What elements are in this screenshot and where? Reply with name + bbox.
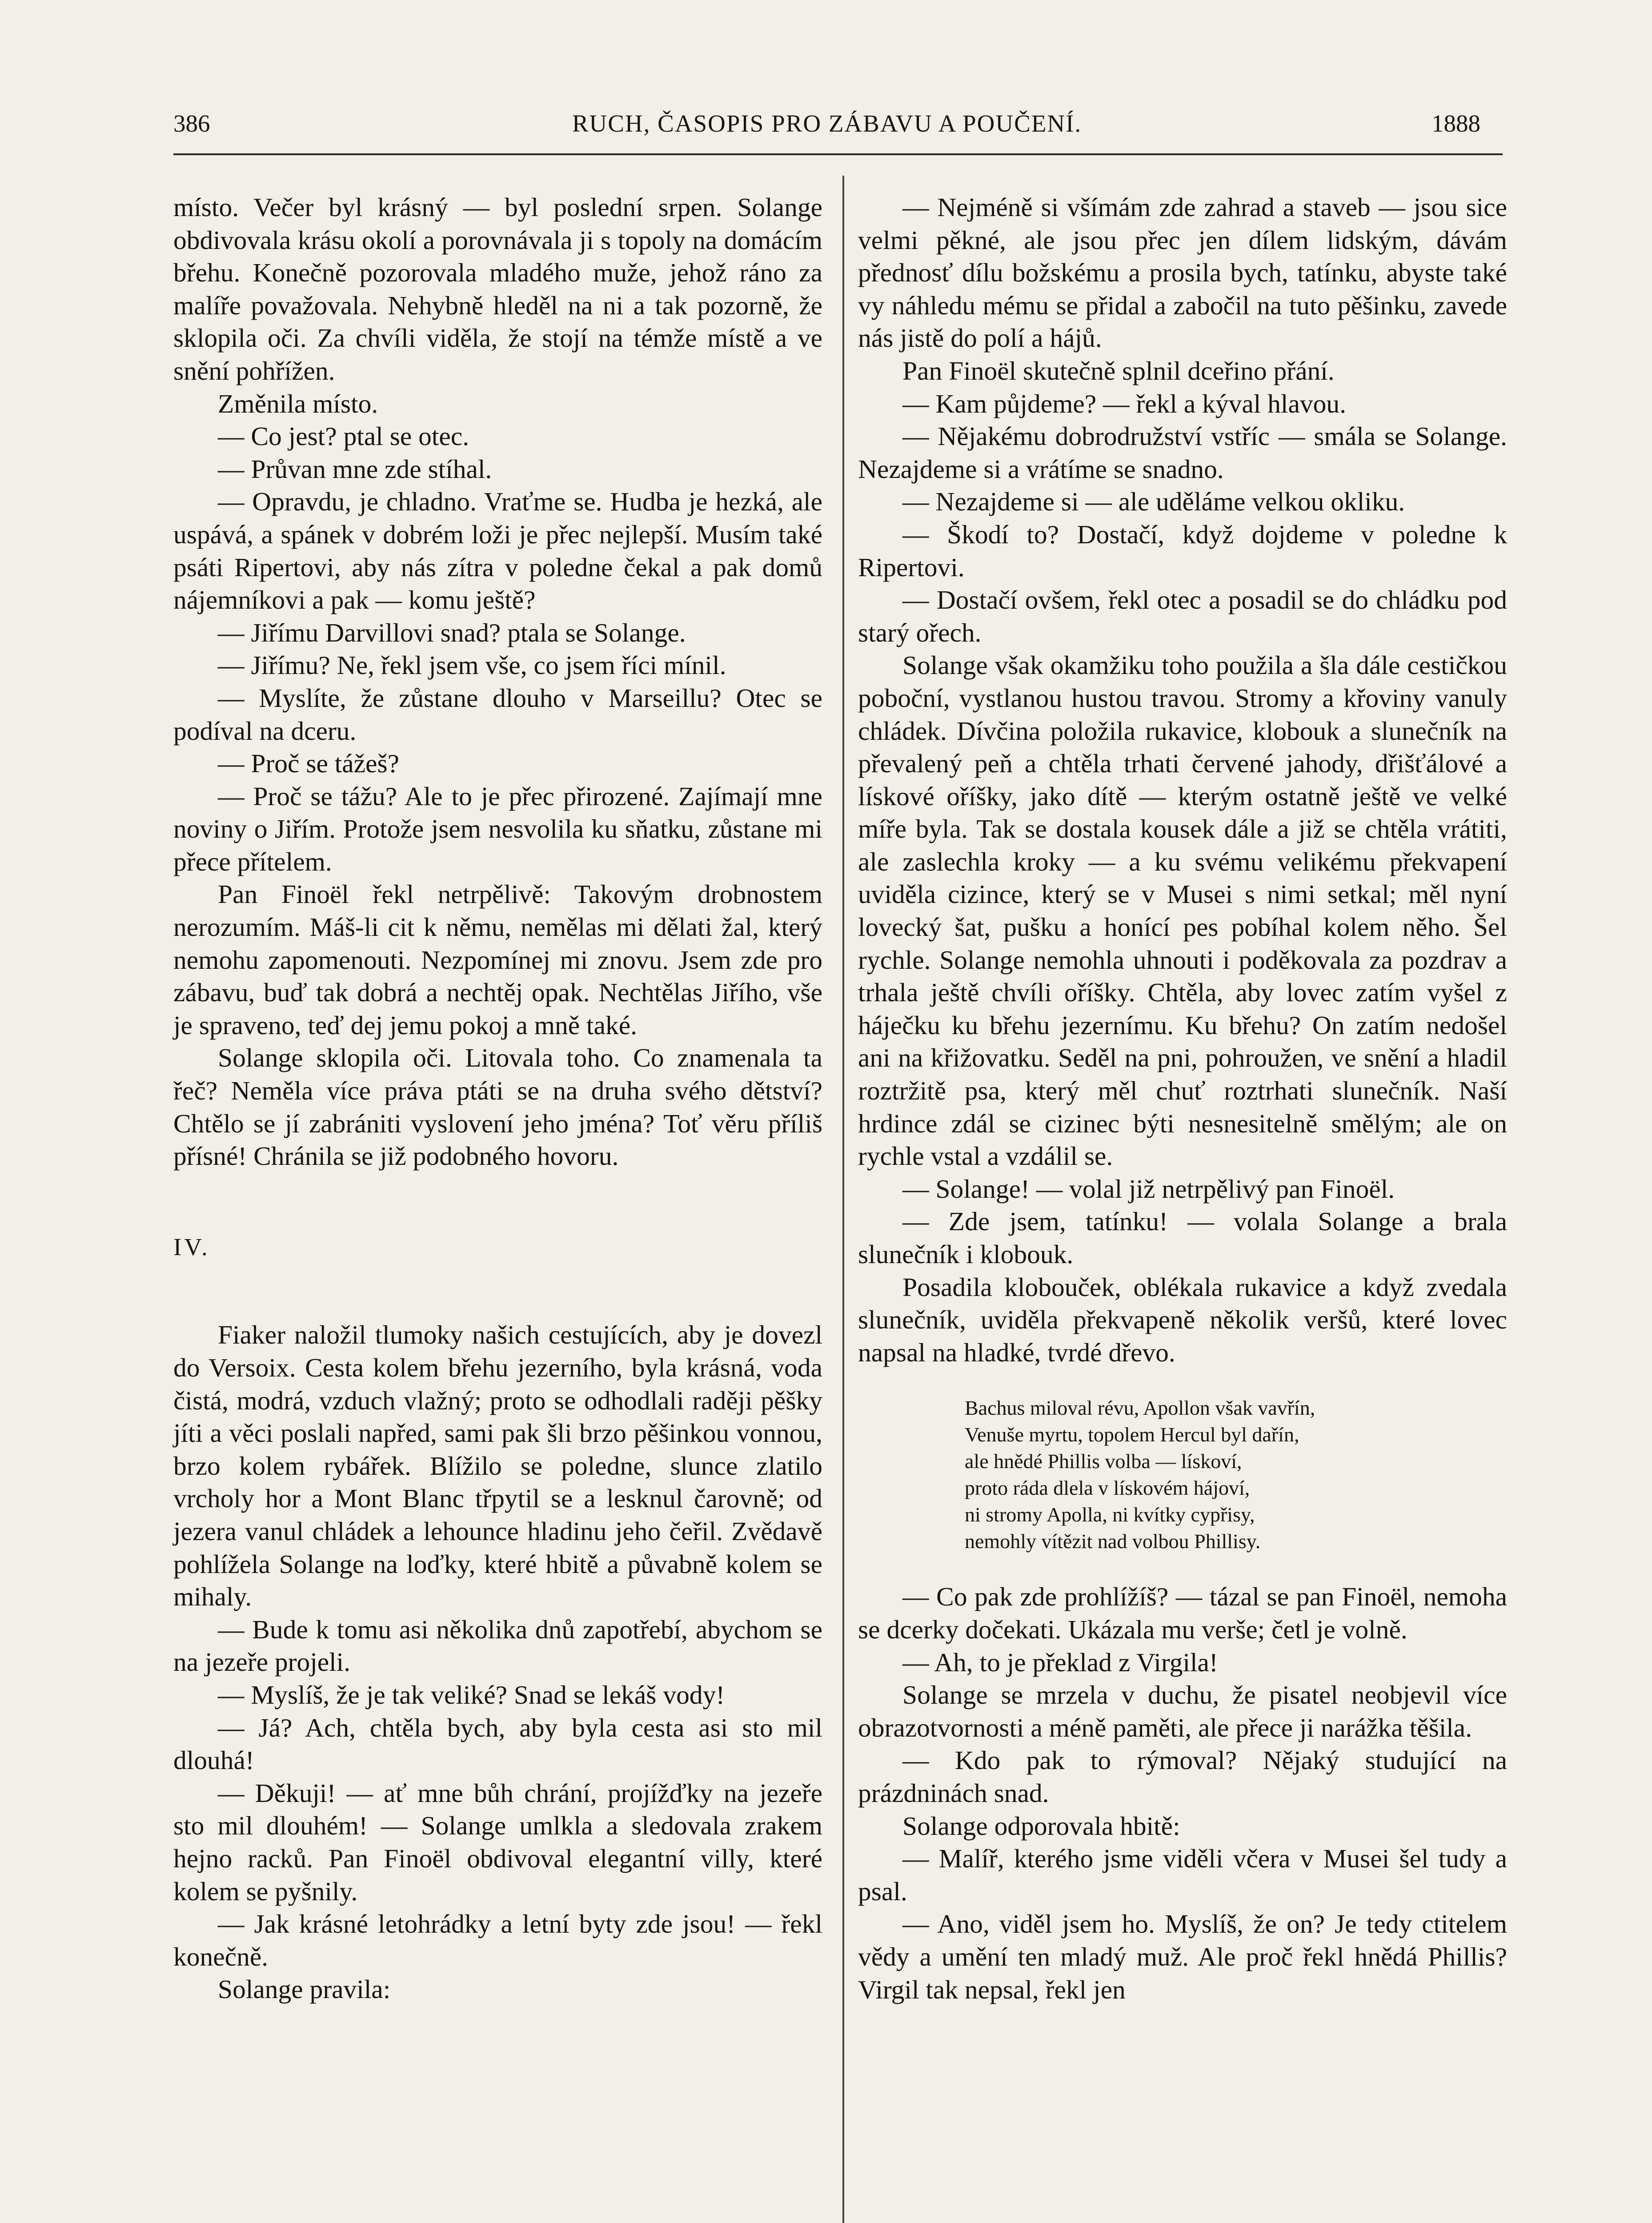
poem-line: Bachus miloval révu, Apollon však vavřín,: [965, 1396, 1315, 1420]
paragraph: — Solange! — volal již netrpělivý pan Finoël.: [902, 1174, 1395, 1204]
paragraph: — Malíř, kterého jsme viděli včera v Musei šel tudy a psal.: [858, 1844, 1507, 1906]
paragraph: — Zde jsem, tatínku! — volala Solange a brala slunečník i klobouk.: [858, 1207, 1507, 1269]
paragraph: Solange však okamžiku toho použila a šla dále cestičkou poboční, vystlanou hustou travou. Stromy a křoviny vanuly chládek. Dívčina položila rukavice, klobouk a slunečník na převalený peň a chtěla trhati červené jahody, dřišťálové a lískové oříšky, jako dítě — kterým ostatně ještě ve velké míře byla. Tak se dostala kousek dále a již se chtěla vrátiti, ale zaslechla kroky — a ku svému velikému překvapení uviděla cizince, který se v Musei s nimi setkal; měl nyní lovecký šat, pušku a honící pes pobíhal kolem něho. Šel rychle. Solange nemohla uhnouti i poděkovala za pozdrav a trhala ještě chvíli oříšky. Chtěla, aby lovec zatím vyšel z háječku ku břehu jezernímu. Ku břehu? On zatím nedošel ani na křižovatku. Seděl na pni, pohroužen, ve snění a hladil roztržitě psa, který měl chuť roztrhati slunečník. Naší hrdince zdál se cizinec býti nesnesitelně smělým; ale on rychle vstal a vzdálil se.: [858, 650, 1507, 1171]
running-header: [173, 100, 1480, 149]
paragraph: — Jiřímu Darvillovi snad? ptala se Solange.: [218, 618, 686, 647]
paragraph: — Jak krásné letohrádky a letní byty zde jsou! — řekl konečně.: [173, 1909, 822, 1971]
paragraph: — Proč se tážu? Ale to je přec přirozené. Zajímají mne noviny o Jiřím. Protože jsem nesvolila ku sňatku, zůstane mi přece přítelem.: [173, 781, 822, 876]
paragraph: — Kam půjdeme? — řekl a kýval hlavou.: [902, 389, 1346, 418]
poem: [965, 1395, 1507, 1555]
paragraph: — Bude k tomu asi několika dnů zapotřebí, abychom se na jezeře projeli.: [173, 1614, 822, 1677]
paragraph: — Jiřímu? Ne, řekl jsem vše, co jsem říci mínil.: [218, 650, 726, 680]
paragraph: — Opravdu, je chladno. Vraťme se. Hudba je hezká, ale uspává, a spánek v dobrém loži je přec nejlepší. Musím také psáti Ripertovi, aby nás zítra v poledne čekal a pak domů nájemníkovi a pak — komu ještě?: [173, 487, 822, 615]
paragraph: Změnila místo.: [218, 389, 378, 418]
paragraph: — Průvan mne zde stíhal.: [218, 454, 492, 484]
poem-line: proto ráda dlela v lískovém hájoví,: [965, 1477, 1250, 1500]
publication-year: 1888: [1431, 110, 1480, 137]
paragraph: — Proč se tážeš?: [218, 749, 400, 778]
paragraph: — Já? Ach, chtěla bych, aby byla cesta asi sto mil dlouhá!: [173, 1713, 822, 1775]
right-column: [858, 191, 1507, 2006]
page-number: 386: [173, 110, 210, 137]
poem-line: Venuše myrtu, topolem Hercul byl dařín,: [965, 1423, 1299, 1446]
journal-title: RUCH, ČASOPIS PRO ZÁBAVU A POUČENÍ.: [572, 110, 1082, 137]
paragraph: Posadila klobouček, oblékala rukavice a když zvedala slunečník, uviděla překvapeně několik veršů, které lovec napsal na hladké, tvrdé dřevo.: [858, 1272, 1507, 1367]
paragraph: — Škodí to? Dostačí, když dojdeme v poledne k Ripertovi.: [858, 519, 1507, 582]
paragraph: — Myslíš, že je tak veliké? Snad se lekáš vody!: [218, 1680, 725, 1709]
paragraph: — Ano, viděl jsem ho. Myslíš, že on? Je tedy ctitelem vědy a umění ten mladý muž. Ale proč řekl hnědá Phillis? Virgil tak nepsal, řekl jen: [858, 1909, 1507, 2004]
left-column: [173, 191, 822, 2006]
paragraph: Solange sklopila oči. Litovala toho. Co znamenala ta řeč? Neměla více práva ptáti se na druha svého dětství? Chtělo se jí zabrániti vyslovení jeho jména? Toť věru příliš přísné! Chránila se již podobného hovoru.: [173, 1043, 822, 1171]
header-rule: [173, 153, 1503, 155]
paragraph: — Kdo pak to rýmoval? Nějaký studující na prázdninách snad.: [858, 1745, 1507, 1808]
paragraph: — Co pak zde prohlížíš? — tázal se pan Finoël, nemoha se dcerky dočekati. Ukázala mu verše; četl je volně.: [858, 1582, 1507, 1644]
paragraph: — Nějakému dobrodružství vstříc — smála se Solange. Nezajdeme si a vrátíme se snadno.: [858, 421, 1507, 484]
paragraph: Fiaker naložil tlumoky našich cestujících, aby je dovezl do Versoix. Cesta kolem břehu jezerního, byla krásná, voda čistá, modrá, vzduch vlažný; proto se odhodlali raději pěšky jíti a věci poslali napřed, sami pak šli brzo pěšinkou vonnou, brzo kolem rybářek. Blížilo se poledne, slunce zlatilo vrcholy hor a Mont Blanc třpytil se a lesknul čarovně; od jezera vanul chládek a lehounce hladinu jeho čeřil. Zvědavě pohlížela Solange na loďky, které hbitě a půvabně kolem se mihaly.: [173, 1320, 822, 1612]
paragraph: Pan Finoël skutečně splnil dceřino přání.: [902, 356, 1335, 385]
paragraph: — Ah, to je překlad z Virgila!: [902, 1647, 1218, 1677]
paragraph: — Co jest? ptal se otec.: [218, 421, 469, 451]
paragraph: — Nejméně si všímám zde zahrad a staveb — jsou sice velmi pěkné, ale jsou přec jen dílem lidským, dávám přednosť dílu božskému a prosila bych, tatínku, abyste také vy náhledu mému se přidal a zabočil na tuto pěšinku, zavede nás jistě do polí a hájů.: [858, 193, 1507, 353]
poem-line: ale hnědé Phillis volba — lískoví,: [965, 1450, 1242, 1473]
paragraph: Solange odporovala hbitě:: [902, 1811, 1180, 1841]
poem-line: nemohly vítězit nad volbou Phillisy.: [965, 1530, 1261, 1553]
paragraph: — Děkuji! — ať mne bůh chrání, projížďky na jezeře sto mil dlouhém! — Solange umlkla a sledovala zrakem hejno racků. Pan Finoël obdivoval elegantní villy, které kolem se pyšnily.: [173, 1778, 822, 1906]
paragraph: Solange se mrzela v duchu, že pisatel neobjevil více obrazotvornosti a méně paměti, ale přece ji narážka těšila.: [858, 1680, 1507, 1742]
poem-line: ni stromy Apolla, ni kvítky cypřisy,: [965, 1503, 1255, 1526]
section-heading: IV.: [173, 1233, 210, 1260]
paragraph: Pan Finoël řekl netrpělivě: Takovým drobnostem nerozumím. Máš-li cit k němu, nemělas mi dělati žal, který nemohu zapomenouti. Nezpomínej mi znovu. Jsem zde pro zábavu, buď tak dobrá a nechtěj opak. Nechtělas Jiřího, vše je spraveno, teď dej jemu pokoj a mně také.: [173, 879, 822, 1040]
column-divider: [842, 176, 844, 2223]
paragraph: — Dostačí ovšem, řekl otec a posadil se do chládku pod starý ořech.: [858, 585, 1507, 647]
paragraph: Solange pravila:: [218, 1974, 391, 2004]
paragraph: — Nezajdeme si — ale uděláme velkou okliku.: [902, 487, 1405, 517]
paragraph: — Myslíte, že zůstane dlouho v Marseillu? Otec se podíval na dceru.: [173, 683, 822, 746]
paragraph: místo. Večer byl krásný — byl poslední srpen. Solange obdivovala krásu okolí a porovnávala ji s topoly na domácím břehu. Konečně pozorovala mladého muže, jehož ráno za malíře považovala. Nehybně hleděl na ni a tak pozorně, že sklopila oči. Za chvíli viděla, že stojí na témže místě a ve snění pohřížen.: [173, 193, 822, 385]
